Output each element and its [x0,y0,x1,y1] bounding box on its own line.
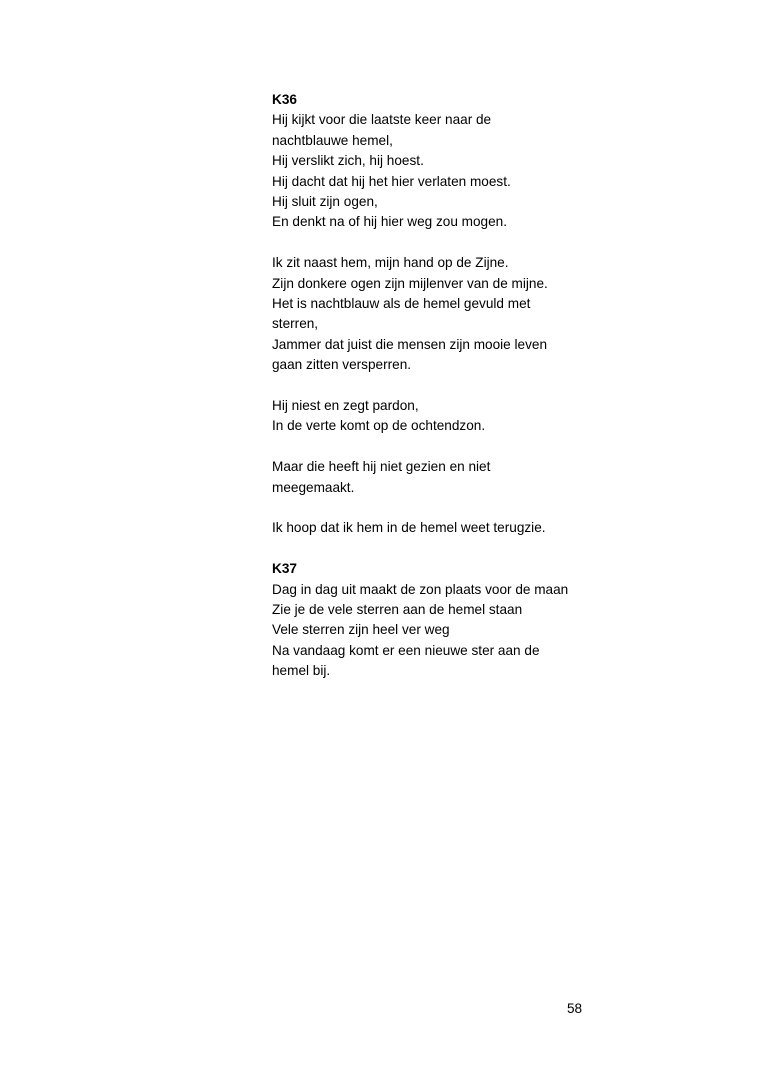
poem-line: Zie je de vele sterren aan de hemel staan [272,602,523,618]
poem-line: Maar die heeft hij niet gezien en niet [272,459,491,475]
poem-line: Na vandaag komt er een nieuwe ster aan de [272,642,540,658]
poem-line: Hij kijkt voor die laatste keer naar de [272,112,492,128]
poem-line: En denkt na of hij hier weg zou mogen. [272,214,508,230]
poem-line: Vele sterren zijn heel ver weg [272,622,450,638]
stanza [272,110,592,232]
poem-line: Zijn donkere ogen zijn mijlenver van de mijne. [272,275,548,291]
stanza [272,518,592,538]
poem-line: Hij verslikt zich, hij hoest. [272,153,424,169]
poem-line: gaan zitten versperren. [272,357,412,373]
poem-line: Het is nachtblauw als de hemel gevuld met [272,296,531,312]
poem-line: sterren, [272,316,319,332]
stanza [272,253,592,375]
poem-line: In de verte komt op de ochtendzon. [272,418,486,434]
poem-line: meegemaakt. [272,479,355,495]
stanza [272,396,592,437]
stanza [272,457,592,498]
poem-line: nachtblauwe hemel, [272,132,393,148]
poem-line: Jammer dat juist die mensen zijn mooie leven [272,336,548,352]
text-column [272,90,592,702]
poem-line: hemel bij. [272,663,331,679]
poem-k36 [272,90,592,539]
poem-line: Hij niest en zegt pardon, [272,398,419,414]
stanza [272,580,592,682]
poem-k37 [272,559,592,681]
poem-line: Ik zit naast hem, mijn hand op de Zijne. [272,255,509,271]
page-number: 58 [567,1001,583,1016]
poem-title: K36 [272,92,297,107]
poem-title: K37 [272,561,297,577]
poem-line: Ik hoop dat ik hem in de hemel weet terugzie. [272,520,546,536]
poem-line: Dag in dag uit maakt de zon plaats voor de maan [272,581,569,597]
poem-line: Hij dacht dat hij het hier verlaten moest. [272,173,511,189]
poem-line: Hij sluit zijn ogen, [272,194,378,210]
